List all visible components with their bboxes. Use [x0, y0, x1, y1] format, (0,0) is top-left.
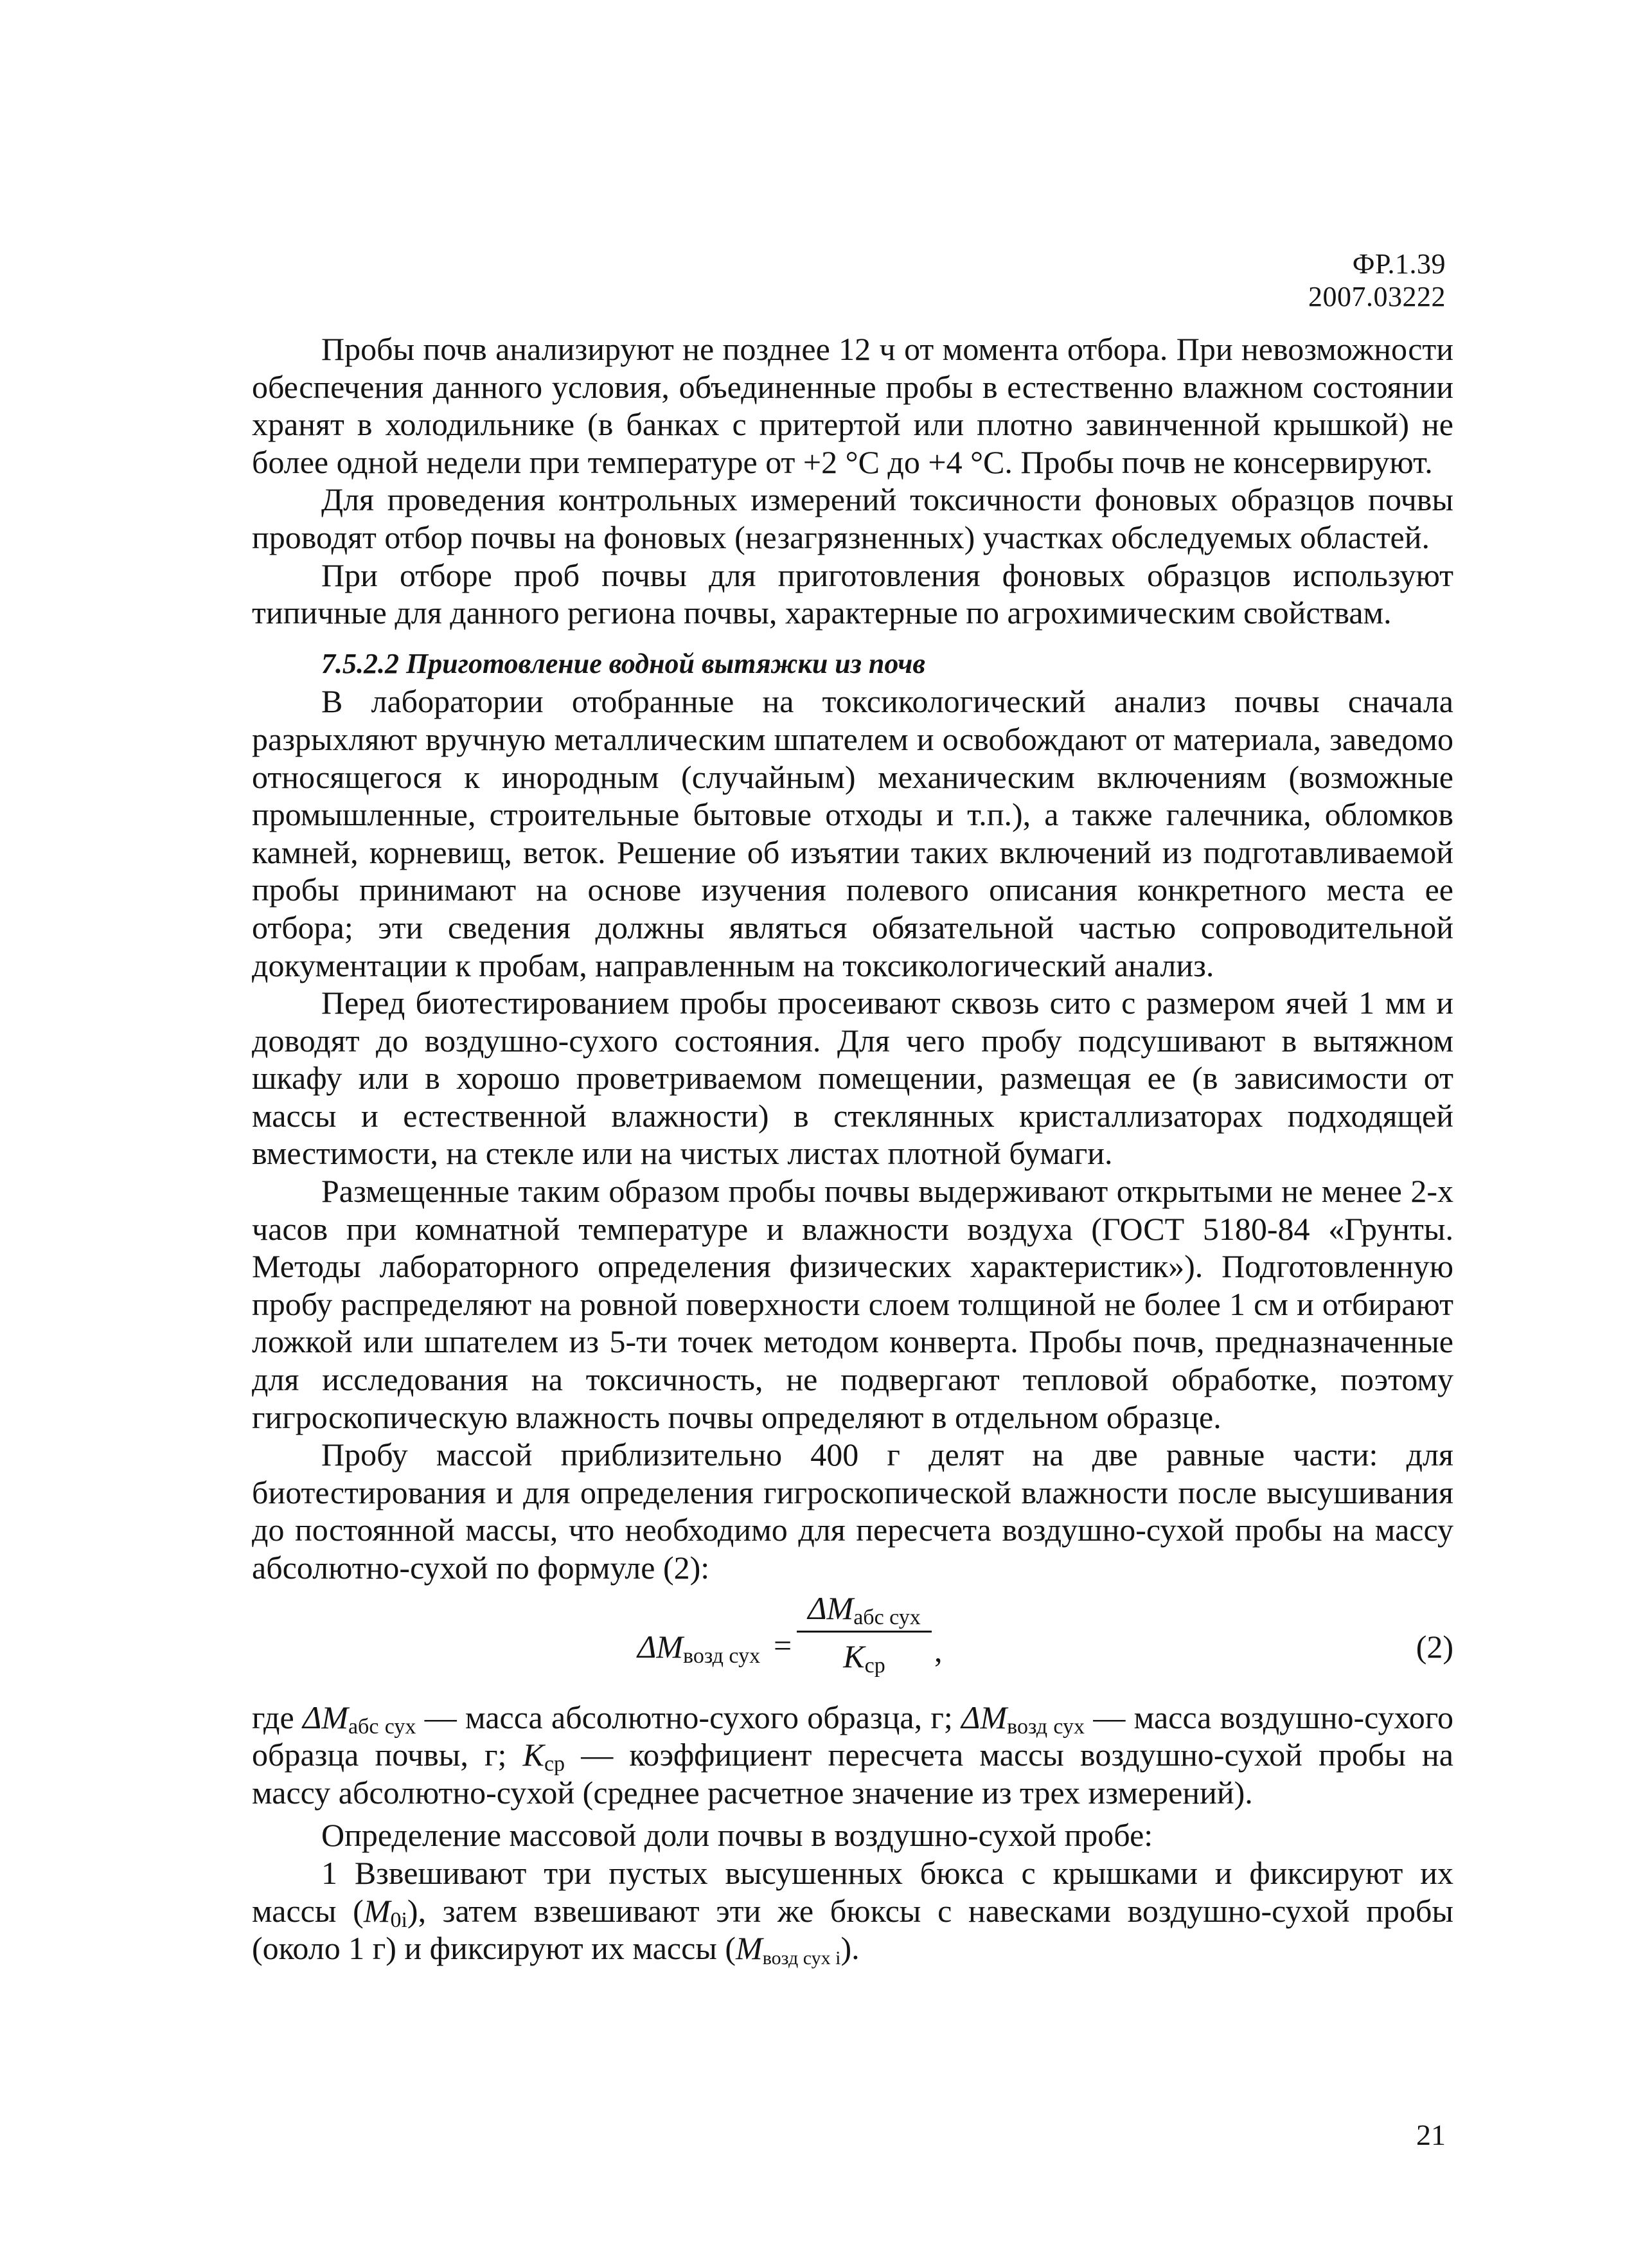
where-text-4: — коэффициент пересчета массы воздушно-сухой пробы на массу абсолютно-сухой (среднее расчетное значение из трех измерений). — [252, 1737, 1453, 1811]
formula-numerator-subscript: абс сух — [853, 1605, 921, 1629]
fraction-bar — [797, 1631, 932, 1633]
where-symbol-2: ΔM — [961, 1699, 1008, 1735]
where-symbol-3: K — [522, 1737, 544, 1773]
paragraph-drying: Размещенные таким образом пробы почвы выдерживают открытыми не менее 2-х часов при комнатной температуре и влажности воздуха (ГОСТ 5180-84 «Грунты. Методы лабораторного определения физических характеристик»). Подготовленную пробу распределяют на ровной поверхности слоем толщиной не более 1 см и отбирают ложкой или шпателем из 5-ти точек методом конверта. Пробы почв, предназначенные для исследования на токсичность, не подвергают тепловой обработке, поэтому гигроскопическую влажность почвы определяют в отдельном образце. — [252, 1173, 1453, 1435]
step1-symbol-2-subscript: возд сух i — [762, 1947, 841, 1969]
formula-comma: , — [934, 1632, 943, 1669]
formula-numerator — [797, 1588, 932, 1628]
paragraph-sieving: Перед биотестированием пробы просеивают сквозь сито с размером ячей 1 мм и доводят до воздушно-сухого состояния. Для чего пробу подсушивают в вытяжном шкафу или в хорошо проветриваемом помещении, размещая ее (в зависимости от массы и естественной влажности) в стеклянных кристаллизаторах подходящей вместимости, на стекле или на чистых листах плотной бумаги. — [252, 985, 1453, 1172]
where-text-2: — масса абсолютно-сухого образца, г; — [416, 1699, 962, 1735]
body-text — [252, 330, 1453, 1967]
document-code: ФР.1.39 2007.03222 — [1308, 248, 1446, 312]
formula-numerator-symbol: ΔM — [808, 1589, 854, 1626]
formula-fraction — [797, 1588, 932, 1676]
formula-equals: = — [774, 1627, 792, 1663]
formula-lhs-symbol: ΔM — [637, 1628, 683, 1665]
where-symbol-2-subscript: возд сух — [1007, 1714, 1085, 1739]
paragraph-mass-fraction: Определение массовой доли почвы в воздушно-сухой пробе: — [321, 1817, 1153, 1854]
formula-denominator-subscript: ср — [864, 1653, 885, 1678]
where-symbol-1: ΔM — [302, 1699, 348, 1735]
step1-text-2: ), затем взвешивают эти же бюксы с навесками воздушно-сухой пробы (около 1 г) и фиксируют их массы ( — [252, 1892, 1453, 1967]
step1-symbol-1: M — [363, 1892, 391, 1929]
section-heading: 7.5.2.2 Приготовление водной вытяжки из почв — [321, 647, 926, 679]
formula-number: (2) — [1416, 1628, 1453, 1665]
formula-denominator-symbol: K — [843, 1638, 865, 1674]
section-heading-line — [252, 643, 1453, 683]
step1-text-1: 1 Взвешивают три пустых высушенных бюкса с крышками и фиксируют их массы ( — [252, 1854, 1453, 1929]
formula-denominator — [797, 1636, 932, 1676]
where-symbol-3-subscript: ср — [544, 1752, 565, 1777]
where-text-3: — масса воздушно-сухого образца почвы, г; — [252, 1699, 1453, 1773]
formula-2 — [252, 1587, 1453, 1699]
paragraph-step-1 — [252, 1854, 1453, 1967]
formula-lhs-subscript: возд сух — [683, 1643, 761, 1668]
paragraph-laboratory: В лаборатории отобранные на токсикологический анализ почвы сначала разрыхляют вручную металлическим шпателем и освобождают от материала, заведомо относящегося к инородным (случайным) механическим включениям (возможные промышленные, строительные бытовые отходы и т.п.), а также галечника, обломков камней, корневищ, веток. Решение об изъятии таких включений из подготавливаемой пробы принимают на основе изучения полевого описания конкретного места ее отбора; эти сведения должны являться обязательной частью сопроводительной документации к пробам, направленным на токсикологический анализ. — [252, 683, 1453, 983]
paragraph-background-samples: При отборе проб почвы для приготовления фоновых образцов используют типичные для данного региона почвы, характерные по агрохимическим свойствам. — [252, 557, 1453, 631]
step1-symbol-2: M — [736, 1930, 763, 1967]
step1-text-3: ). — [840, 1930, 860, 1967]
paragraph-control-measurements: Для проведения контрольных измерений токсичности фоновых образцов почвы проводят отбор почвы на фоновых (незагрязненных) участках обследуемых областей. — [252, 481, 1453, 555]
paragraph-storage: Пробы почв анализируют не позднее 12 ч от момента отбора. При невозможности обеспечения данного условия, объединенные пробы в естественно влажном состоянии хранят в холодильнике (в банках с притертой или плотно завинченной крышкой) не более одной недели при температуре от +2 °С до +4 °С. Пробы почв не консервируют. — [252, 331, 1453, 480]
formula-lhs — [637, 1628, 760, 1666]
where-text-1: где — [252, 1699, 303, 1735]
where-symbol-1-subscript: абс сух — [348, 1714, 416, 1739]
paragraph-where — [252, 1699, 1453, 1812]
page-number: 21 — [1416, 2118, 1446, 2151]
step1-symbol-1-subscript: 0i — [390, 1908, 407, 1932]
paragraph-sample-split: Пробу массой приблизительно 400 г делят на две равные части: для биотестирования и для определения гигроскопической влажности после высушивания до постоянной массы, что необходимо для пересчета воздушно-сухой пробы на массу абсолютно-сухой по формуле (2): — [252, 1437, 1453, 1586]
